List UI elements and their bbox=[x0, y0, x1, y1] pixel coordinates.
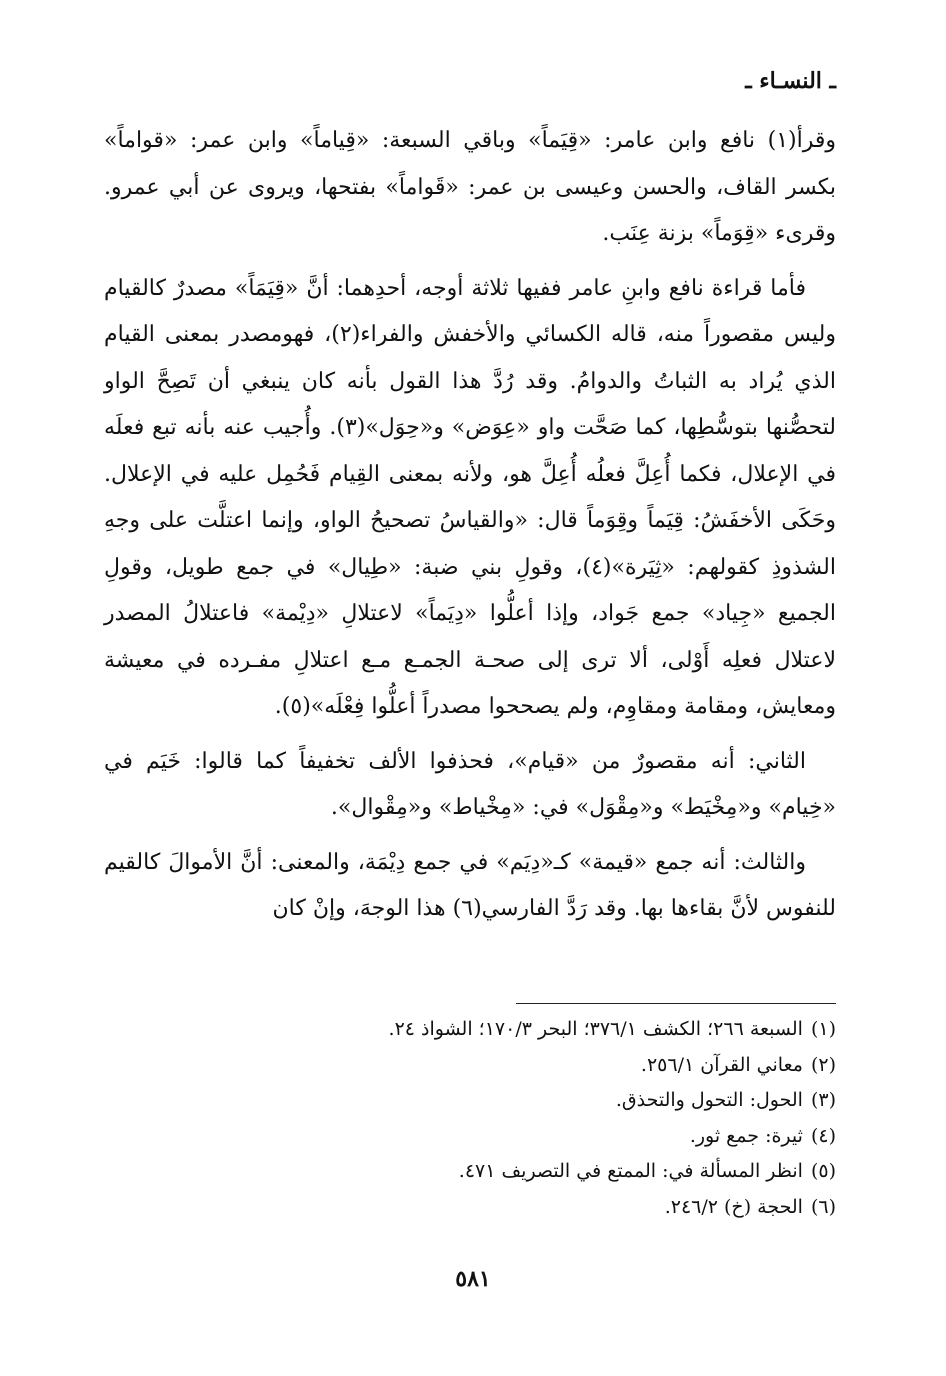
footnote-text: الحول: التحول والتحذق. bbox=[615, 1089, 803, 1111]
paragraph-2: فأما قراءة نافع وابنِ عامر ففيها ثلاثة أوجه، أحدِهما: أنَّ «قِيَمَاً» مصدرٌ كالقيام وليس مقصوراً منه، قاله الكسائي والأخفش والفراء(٢)، فهومصدر بمعنى القيام الذي يُراد به الثباتُ والدوامُ. وقد رُدَّ هذا القول بأنه كان ينبغي أن تَصِحَّ الواو لتحصُّنها بتوسُّطِها، كما صَحَّت واو «عِوَض» و«حِوَل»(٣). وأُجيب عنه بأنه تبع فعلَه في الإعلال، فكما أُعِلَّ فعلُه أُعِلَّ هو، ولأنه بمعنى القِيام فَحُمِل عليه في الإعلال. وحَكَى الأخفَشُ: قِيَماً وقِوَماً قال: «والقياسُ تصحيحُ الواو، وإنما اعتلَّت على وجهِ الشذوذِ كقولهم: «ثِيَرة»(٤)، وقولِ بني ضبة: «طِيال» في جمع طويل، وقولِ الجميع «جِياد» جمع جَواد، وإذا أعلُّوا «دِيَماً» لاعتلالِ «دِيْمة» فاعتلالُ المصدر لاعتلال فعلِه أَوْلى، ألا ترى إلى صحـة الجمـع مـع اعتلالِ مفـرده في معيشة ومعايش، ومقامة ومقاوِم، ولم يصححوا مصدراً أعلُّوا فِعْلَه»(٥). bbox=[104, 275, 836, 719]
footnote bbox=[104, 1190, 836, 1226]
footnote-text: معاني القرآن ٢٥٦/١. bbox=[640, 1053, 803, 1076]
footnote-separator bbox=[516, 1003, 836, 1004]
page-number: ٥٨١ bbox=[455, 1266, 491, 1292]
footnote bbox=[104, 1154, 836, 1190]
footnote-text: السبعة ٢٦٦؛ الكشف ٣٧٦/١؛ البحر ١٧٠/٣؛ الشواذ ٢٤. bbox=[388, 1018, 803, 1040]
footnote-text: انظر المسألة في: الممتع في التصريف ٤٧١. bbox=[458, 1160, 803, 1182]
footnote-number: (٣) bbox=[810, 1089, 836, 1111]
footnotes bbox=[104, 1012, 836, 1225]
footnote bbox=[104, 1012, 836, 1048]
footnote-number: (٤) bbox=[810, 1124, 836, 1147]
footnote-number: (٥) bbox=[810, 1160, 836, 1182]
main-text bbox=[104, 118, 836, 941]
footnote bbox=[104, 1083, 836, 1119]
paragraph-3: الثاني: أنه مقصورٌ من «قيام»، فحذفوا الألف تخفيفاً كما قالوا: خَيَم في «خِيام» و«مِخْيَط» و«مِقْوَل» في: «مِخْياط» و«مِقْوال». bbox=[104, 748, 836, 820]
footnote-number: (١) bbox=[810, 1018, 836, 1040]
running-header: ـ النسـاء ـ bbox=[745, 68, 836, 94]
footnote-text: ثيرة: جمع ثور. bbox=[689, 1124, 803, 1147]
paragraph-1: وقرأ(١) نافع وابن عامر: «قِيَماً» وباقي السبعة: «قِياماً» وابن عمر: «قواماً» بكسر القاف، والحسن وعيسى بن عمر: «قَواماً» بفتحها، ويروى عن أبي عمرو. وقرىء «قِوَماً» بزنة عِنَب. bbox=[104, 128, 836, 246]
footnote-number: (٦) bbox=[810, 1195, 836, 1218]
footnote-text: الحجة (خ) ٢٤٦/٢. bbox=[664, 1195, 803, 1218]
paragraph-4: والثالث: أنه جمع «قيمة» كـ«دِيَم» في جمع دِيْمَة، والمعنى: أنَّ الأموالَ كالقيم للنفوس لأنَّ بقاءها بها. وقد رَدَّ الفارسي(٦) هذا الوجهَ، وإنْ كان bbox=[104, 849, 836, 921]
footnote bbox=[104, 1119, 836, 1155]
footnote bbox=[104, 1048, 836, 1084]
footnote-number: (٢) bbox=[810, 1053, 836, 1076]
